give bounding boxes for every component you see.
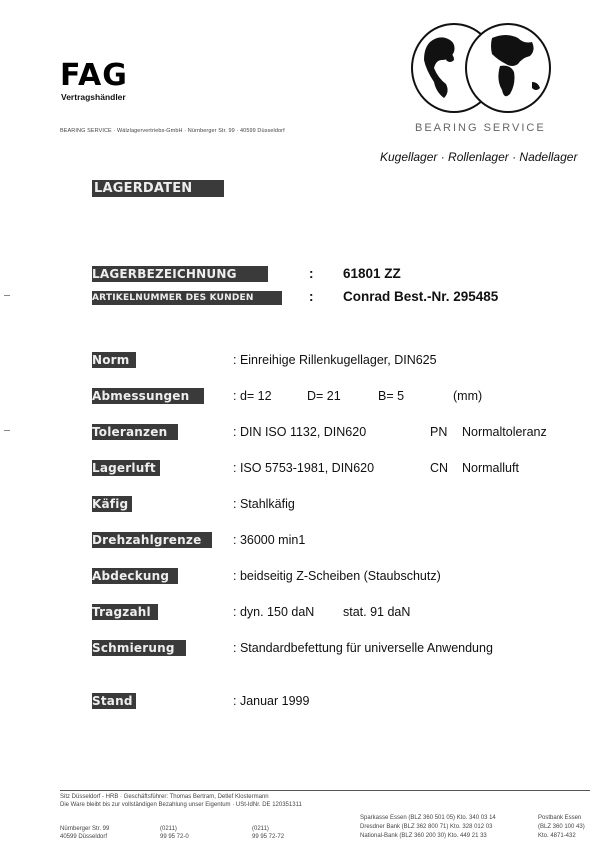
lagerbezeichnung-label: LAGERBEZEICHNUNG [92,266,268,282]
lagerbezeichnung-colon: : [309,266,314,281]
footer-rule [60,790,590,791]
abmessungen-d-value: : d= 12 [233,389,272,403]
lagerluft-class-text: Normalluft [462,461,519,475]
footer-bank-2: Dresdner Bank (BLZ 362 800 71) Kto. 328 012 03 [360,824,493,830]
toleranzen-class: PN [430,425,448,439]
footer-tel-value: 99 95 72-0 [160,834,189,840]
abdeckung-value: : beidseitig Z-Scheiben (Staubschutz) [233,569,441,583]
globe-logo-icon [408,22,554,118]
schmierung-value: : Standardbefettung für universelle Anwendung [233,641,493,655]
kaefig-label: Käfig [92,496,132,512]
artikelnummer-label: ARTIKELNUMMER DES KUNDEN [92,291,282,305]
abmessungen-D-value: D= 21 [307,389,341,403]
norm-label: Norm [92,352,136,368]
norm-value: : Einreihige Rillenkugellager, DIN625 [233,353,437,367]
abmessungen-unit: (mm) [453,389,483,403]
punch-mark [4,430,10,431]
drehzahlgrenze-label: Drehzahlgrenze [92,532,212,548]
fold-mark [4,295,10,296]
toleranzen-value: : DIN ISO 1132, DIN620 [233,425,367,439]
footer-postbank-2: (BLZ 360 100 43) [538,824,585,830]
footer-postbank-1: Postbank Essen [538,815,582,821]
footer-city: 40599 Düsseldorf [60,834,108,840]
footer-ownership-line: Die Ware bleibt bis zur vollständigen Bezahlung unser Eigentum · USt-IdNr. DE 120351311 [60,802,302,808]
artikelnummer-colon: : [309,289,314,304]
tragzahl-dyn-value: : dyn. 150 daN [233,605,315,619]
stand-value: : Januar 1999 [233,694,310,708]
drehzahlgrenze-value: : 36000 min1 [233,533,306,547]
stand-label: Stand [92,693,136,709]
footer-bank-1: Sparkasse Essen (BLZ 360 501 05) Kto. 340 03 14 [360,815,496,821]
footer-street: Nürnberger Str. 99 [60,826,110,832]
product-tagline: Kugellager · Rollenlager · Nadellager [380,150,578,164]
lagerluft-label: Lagerluft [92,460,160,476]
lagerluft-value: : ISO 5753-1981, DIN620 [233,461,375,475]
lagerbezeichnung-value: 61801 ZZ [343,266,401,281]
kaefig-value: : Stahlkäfig [233,497,295,511]
footer-tel-label: (0211) [160,826,177,832]
tragzahl-label: Tragzahl [92,604,158,620]
lagerluft-class: CN [430,461,449,475]
schmierung-label: Schmierung [92,640,186,656]
toleranzen-label: Toleranzen [92,424,178,440]
bearing-service-brand: BEARING SERVICE [415,122,546,134]
sender-address-line: BEARING SERVICE · Wälzlagervertriebs-GmbH · Nürnberger Str. 99 · 40599 Düsseldorf [60,128,285,134]
vertragshaendler-label: Vertragshändler [61,92,126,102]
footer-registry-line: Sitz Düsseldorf - HRB · Geschäftsführer: Thomas Bertram, Detlef Klostermann [60,794,269,800]
abdeckung-label: Abdeckung [92,568,178,584]
abmessungen-label: Abmessungen [92,388,204,404]
fag-logo: FAG [60,58,128,93]
footer-postbank-3: Kto. 4871-432 [538,833,576,839]
abmessungen-B-value: B= 5 [378,389,405,403]
footer-fax-label: (0211) [252,826,269,832]
artikelnummer-value: Conrad Best.-Nr. 295485 [343,289,499,304]
toleranzen-class-text: Normaltoleranz [462,425,547,439]
footer-fax-value: 99 95 72-72 [252,834,285,840]
tragzahl-stat-value: stat. 91 daN [343,605,411,619]
footer-bank-3: National-Bank (BLZ 360 200 30) Kto. 449 21 33 [360,833,487,839]
document-title: LAGERDATEN [92,180,224,197]
